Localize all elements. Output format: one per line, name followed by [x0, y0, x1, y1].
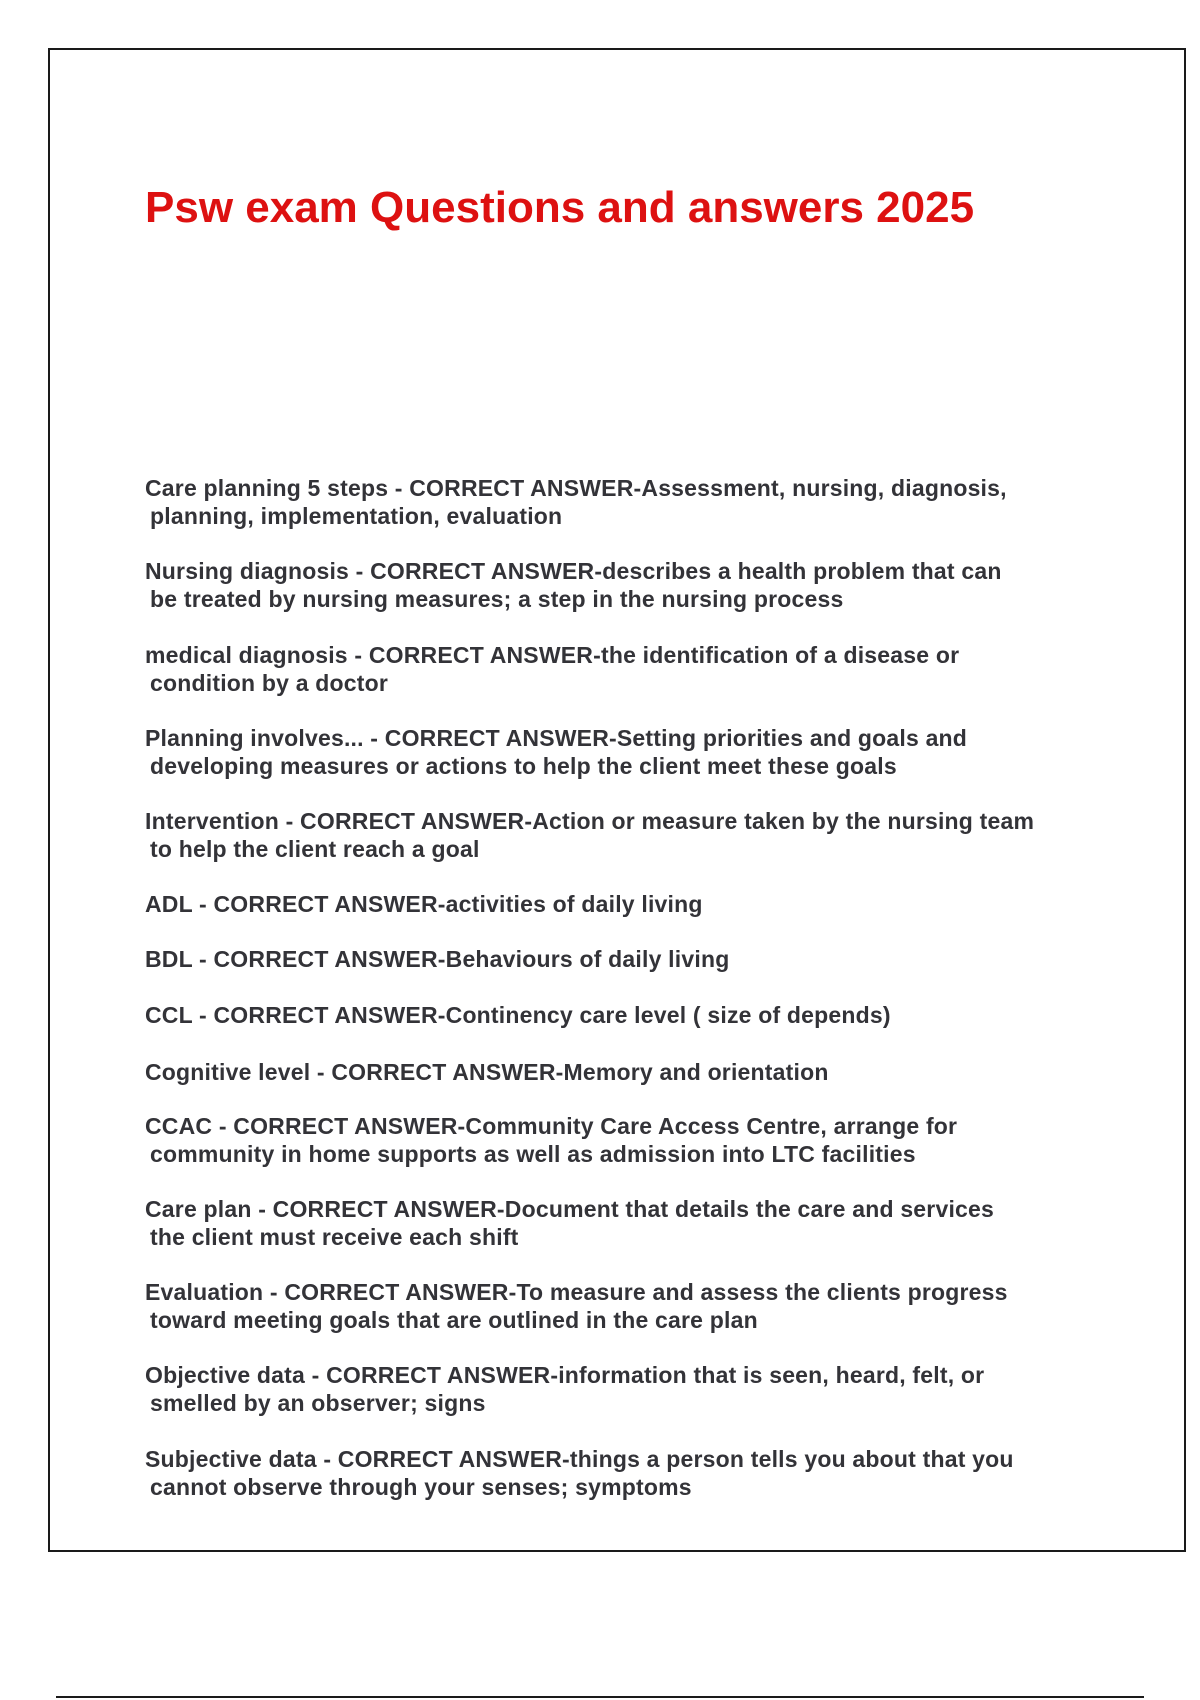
- qa-item: [145, 1112, 1100, 1168]
- qa-item-line: Nursing diagnosis - CORRECT ANSWER-describes a health problem that can: [145, 558, 1002, 584]
- qa-item: [145, 474, 1100, 530]
- qa-item: [145, 1361, 1100, 1417]
- qa-item: [145, 890, 1100, 918]
- qa-item-line: medical diagnosis - CORRECT ANSWER-the identification of a disease or: [145, 642, 960, 668]
- bottom-rule: [56, 1696, 1144, 1698]
- qa-item-line: Subjective data - CORRECT ANSWER-things a person tells you about that you: [145, 1446, 1014, 1472]
- qa-item-line: Intervention - CORRECT ANSWER-Action or measure taken by the nursing team: [145, 808, 1035, 834]
- qa-item: [145, 557, 1100, 613]
- qa-item-line: planning, implementation, evaluation: [150, 503, 563, 529]
- document-title: Psw exam Questions and answers 2025: [145, 183, 975, 232]
- qa-item-line: be treated by nursing measures; a step in the nursing process: [150, 586, 844, 612]
- qa-item-line: ADL - CORRECT ANSWER-activities of daily living: [145, 891, 703, 917]
- qa-item: [145, 807, 1100, 863]
- qa-item-line: Care planning 5 steps - CORRECT ANSWER-Assessment, nursing, diagnosis,: [145, 475, 1007, 501]
- qa-item-line: condition by a doctor: [150, 670, 389, 696]
- qa-item-line: the client must receive each shift: [150, 1224, 519, 1250]
- qa-item-line: cannot observe through your senses; symptoms: [150, 1474, 692, 1500]
- qa-item-line: Planning involves... - CORRECT ANSWER-Setting priorities and goals and: [145, 725, 968, 751]
- qa-item-line: to help the client reach a goal: [150, 836, 480, 862]
- qa-item: [145, 1001, 1100, 1029]
- qa-item-line: CCL - CORRECT ANSWER-Continency care level ( size of depends): [145, 1002, 891, 1028]
- qa-item-line: Evaluation - CORRECT ANSWER-To measure and assess the clients progress: [145, 1279, 1008, 1305]
- qa-item-line: community in home supports as well as admission into LTC facilities: [150, 1141, 916, 1167]
- qa-item: [145, 724, 1100, 780]
- qa-item: [145, 1058, 1100, 1086]
- qa-item: [145, 641, 1100, 697]
- qa-item-line: Objective data - CORRECT ANSWER-information that is seen, heard, felt, or: [145, 1362, 985, 1388]
- qa-item-line: BDL - CORRECT ANSWER-Behaviours of daily living: [145, 946, 730, 972]
- qa-item-line: CCAC - CORRECT ANSWER-Community Care Access Centre, arrange for: [145, 1113, 958, 1139]
- qa-item-line: smelled by an observer; signs: [150, 1390, 486, 1416]
- qa-item-line: developing measures or actions to help the client meet these goals: [150, 753, 897, 779]
- qa-item: [145, 1195, 1100, 1251]
- qa-item-line: toward meeting goals that are outlined in the care plan: [150, 1307, 758, 1333]
- qa-item: [145, 1445, 1100, 1501]
- qa-item-line: Cognitive level - CORRECT ANSWER-Memory and orientation: [145, 1059, 829, 1085]
- qa-item-line: Care plan - CORRECT ANSWER-Document that details the care and services: [145, 1196, 995, 1222]
- qa-item: [145, 945, 1100, 973]
- qa-item: [145, 1278, 1100, 1334]
